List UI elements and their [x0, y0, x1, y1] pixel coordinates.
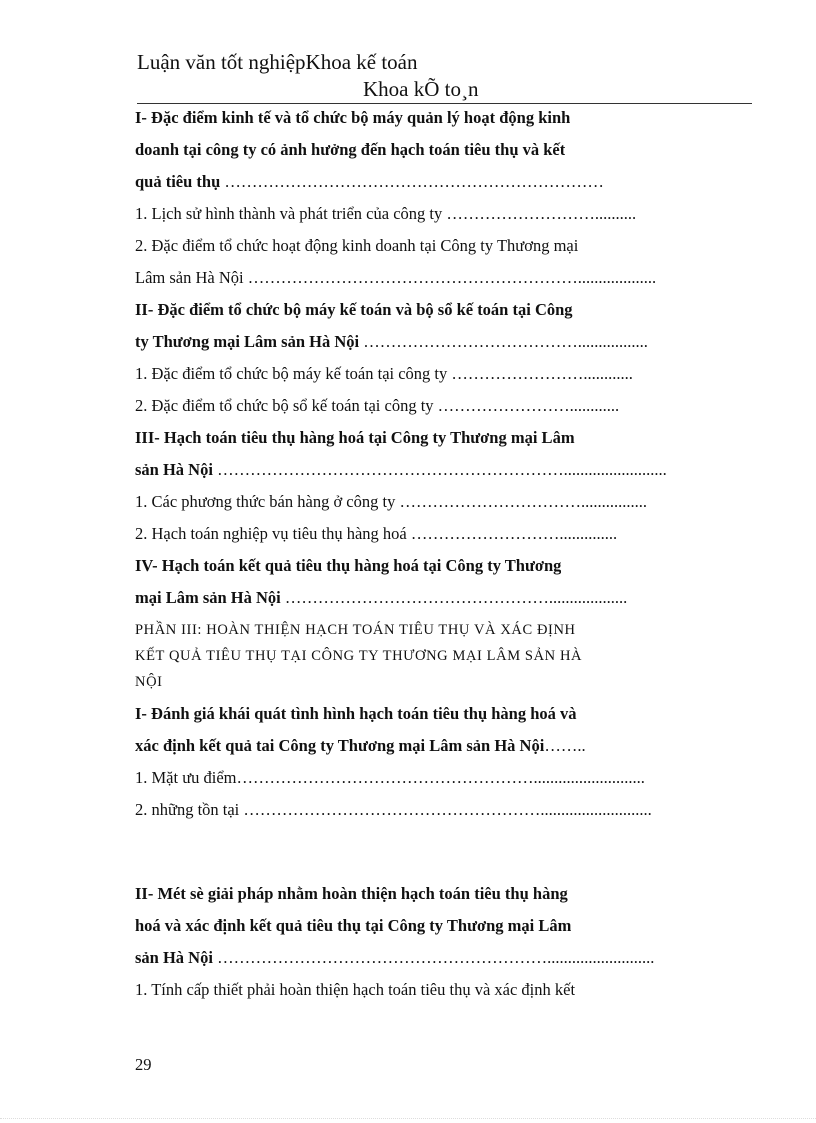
toc-entry-leader: …………………………………………................... — [280, 588, 628, 607]
toc-entry — [135, 646, 582, 666]
toc-entry-text: 2. Hạch toán nghiệp vụ tiêu thụ hàng hoá — [135, 524, 407, 543]
toc-entry-text: PHẦN III: HOÀN THIỆN HẠCH TOÁN TIÊU THỤ VÀ XÁC ĐỊNH — [135, 622, 576, 638]
toc-entry — [135, 800, 652, 820]
toc-entry-leader: ……………………………………………………................... — [243, 268, 657, 287]
toc-entry-leader: ………………………………………………........................... — [239, 800, 652, 819]
toc-entry-text: 1. Các phương thức bán hàng ở công ty — [135, 492, 396, 511]
toc-entry — [135, 300, 573, 320]
toc-entry-text: IV- Hạch toán kết quả tiêu thụ hàng hoá tại Công ty Thương — [135, 556, 562, 575]
header-subtitle: Khoa kÕ to¸n — [363, 77, 479, 101]
toc-entry-text: NỘI — [135, 674, 163, 690]
toc-entry-text: KẾT QUẢ TIÊU THỤ TẠI CÔNG TY THƯƠNG MẠI LÂM SẢN HÀ — [135, 648, 583, 664]
page-bottom-divider — [0, 1118, 816, 1119]
toc-entry — [135, 428, 575, 448]
toc-entry-text: 1. Mặt ưu điểm — [135, 768, 237, 787]
toc-entry-text: doanh tại công ty có ảnh hưởng đến hạch toán tiêu thụ và kết — [135, 140, 566, 159]
toc-entry — [135, 704, 577, 724]
toc-entry-text: 1. Đặc điểm tổ chức bộ máy kế toán tại công ty — [135, 364, 448, 383]
toc-entry — [135, 980, 575, 1000]
toc-entry — [135, 768, 645, 788]
toc-entry-leader: …………………………………………………….......................... — [212, 948, 655, 967]
header-title: Luận văn tốt nghiệpKhoa kế toán — [137, 50, 418, 74]
toc-entry — [135, 460, 667, 480]
toc-entry — [135, 884, 568, 904]
toc-entry-text: I- Đặc điểm kinh tế và tổ chức bộ máy quản lý hoạt động kinh — [135, 108, 571, 127]
toc-entry — [135, 524, 617, 544]
toc-entry-leader: …………………………………………………………… — [220, 172, 604, 191]
toc-entry-text: 1. Lịch sử hình thành và phát triển của công ty — [135, 204, 443, 223]
toc-entry — [135, 948, 654, 968]
toc-entry — [135, 556, 561, 576]
toc-entry — [135, 204, 636, 224]
page-number: 29 — [135, 1055, 152, 1074]
toc-entry — [135, 588, 627, 608]
toc-entry-leader: ……………………….......... — [442, 204, 637, 223]
toc-entry — [135, 364, 633, 384]
toc-entry — [135, 236, 578, 256]
toc-entry-text: II- Đặc điểm tổ chức bộ máy kế toán và bộ sổ kế toán tại Công — [135, 300, 573, 319]
toc-entry-leader: ……………………….............. — [406, 524, 618, 543]
toc-entry-leader: …………………………………................. — [359, 332, 648, 351]
toc-entry-text: hoá và xác định kết quả tiêu thụ tại Công ty Thương mại Lâm — [135, 916, 572, 935]
toc-entry-text: 1. Tính cấp thiết phải hoàn thiện hạch toán tiêu thụ và xác định kết — [135, 980, 576, 999]
toc-entry-text: ty Thương mại Lâm sản Hà Nội — [135, 332, 360, 351]
toc-entry-leader: ………………………………………………………......................... — [212, 460, 667, 479]
header-rule — [137, 103, 752, 104]
toc-entry-text: 2. Đặc điểm tổ chức hoạt động kinh doanh tại Công ty Thương mại — [135, 236, 579, 255]
toc-entry — [135, 916, 571, 936]
toc-entry-text: sản Hà Nội — [135, 460, 213, 479]
toc-entry — [135, 492, 647, 512]
toc-entry-text: mại Lâm sản Hà Nội — [135, 588, 281, 607]
toc-entry-text: quả tiêu thụ — [135, 172, 221, 191]
toc-entry-text: xác định kết quả tai Công ty Thương mại Lâm sản Hà Nội — [135, 736, 545, 755]
toc-entry-leader: ……………………………................ — [395, 492, 647, 511]
toc-entry-text: 2. những tồn tại — [135, 800, 240, 819]
toc-entry-leader: ………………………………………………........................... — [236, 768, 645, 787]
toc-entry — [135, 140, 565, 160]
toc-entry — [135, 396, 619, 416]
toc-entry-text: 2. Đặc điểm tổ chức bộ sổ kế toán tại công ty — [135, 396, 434, 415]
toc-entry — [135, 332, 648, 352]
toc-entry — [135, 268, 656, 288]
toc-entry-text: II- Mét sè giải pháp nhằm hoàn thiện hạch toán tiêu thụ hàng — [135, 884, 568, 903]
toc-entry-text: III- Hạch toán tiêu thụ hàng hoá tại Công ty Thương mại Lâm — [135, 428, 575, 447]
toc-entry-text: sản Hà Nội — [135, 948, 213, 967]
toc-entry — [135, 108, 570, 128]
toc-entry — [135, 172, 604, 192]
toc-entry-text: I- Đánh giá khái quát tình hình hạch toán tiêu thụ hàng hoá và — [135, 704, 577, 723]
toc-entry — [135, 736, 586, 756]
toc-entry — [135, 620, 576, 640]
toc-entry-leader: …….. — [544, 736, 586, 755]
toc-entry-text: Lâm sản Hà Nội — [135, 268, 244, 287]
toc-entry-leader: ……………………............ — [433, 396, 620, 415]
toc-entry — [135, 672, 163, 692]
toc-entry-leader: ……………………............ — [447, 364, 633, 383]
